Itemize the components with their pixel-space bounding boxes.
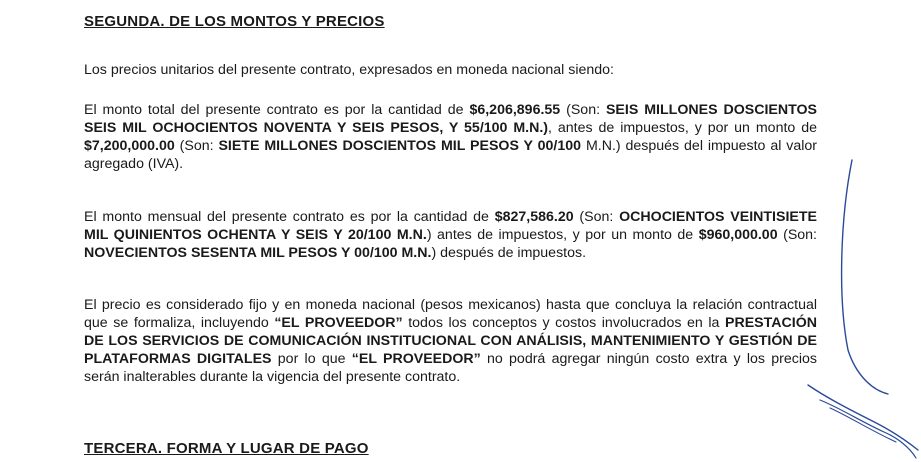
section-heading-segunda: SEGUNDA. DE LOS MONTOS Y PRECIOS xyxy=(84,13,385,30)
signature-stroke xyxy=(820,400,916,458)
signature-stroke xyxy=(842,160,888,394)
party-name: “EL PROVEEDOR” xyxy=(274,315,403,331)
text-segment: El monto total del presente contrato es por la cantidad de xyxy=(84,102,470,118)
text-segment: ) antes de impuestos, y por un monto de xyxy=(426,227,699,243)
paragraph-monthly-amount xyxy=(84,208,817,262)
total-amount-before-tax: $6,206,896.55 xyxy=(469,102,561,118)
total-amount-words: SEIS MILLONES DOSCIENTOS SEIS MIL OCHOCIENTOS NOVENTA Y SEIS PESOS, Y 55/100 M.N.) xyxy=(84,102,818,136)
signature-stroke xyxy=(830,408,896,442)
text-segment: no podrá agregar ningún costo extra y los precios serán inalterables durante la vigencia del presente contrato. xyxy=(84,351,817,385)
text-segment: (Son: xyxy=(573,209,620,225)
text-segment: (Son: xyxy=(777,227,817,243)
signature-stroke xyxy=(808,385,918,450)
service-description: PRESTACIÓN DE LOS SERVICIOS DE COMUNICACIÓN INSTITUCIONAL CON ANÁLISIS, MANTENIMIENTO Y GESTIÓN DE PLATAFORMAS DIGITALES xyxy=(84,315,817,367)
text-segment: El precio es considerado fijo y en moneda nacional (pesos mexicanos) hasta que concluya la relación contractual que se formaliza, incluyendo xyxy=(84,297,817,331)
party-name: “EL PROVEEDOR” xyxy=(351,351,481,367)
total-amount-with-tax: $7,200,000.00 xyxy=(84,138,175,154)
monthly-amount-before-tax: $827,586.20 xyxy=(494,209,574,225)
text-segment: (Son: xyxy=(560,102,606,118)
monthly-amount-with-tax: $960,000.00 xyxy=(698,227,778,243)
handwritten-signature xyxy=(800,150,921,462)
paragraph-unit-prices: Los precios unitarios del presente contrato, expresados en moneda nacional siendo: xyxy=(84,62,615,78)
paragraph-fixed-price xyxy=(84,296,817,386)
text-segment: , antes de impuestos, y por un monto de xyxy=(548,120,817,136)
text-segment: ) después de impuestos. xyxy=(431,245,587,261)
text-segment: todos los conceptos y costos involucrados en la xyxy=(402,315,726,331)
monthly-amount-words: OCHOCIENTOS VEINTISIETE MIL QUINIENTOS OCHENTA Y SEIS Y 20/100 M.N. xyxy=(84,209,817,243)
text-segment: M.N.) después del impuesto al valor agregado (IVA). xyxy=(84,138,818,172)
monthly-amount-with-tax-words: NOVECIENTOS SESENTA MIL PESOS Y 00/100 M.N. xyxy=(84,245,432,261)
text-segment: El monto mensual del presente contrato es por la cantidad de xyxy=(84,209,495,225)
text-segment: (Son: xyxy=(174,138,219,154)
section-heading-tercera: TERCERA. FORMA Y LUGAR DE PAGO xyxy=(84,440,369,457)
total-amount-with-tax-words: SIETE MILLONES DOSCIENTOS MIL PESOS Y 00/100 xyxy=(218,138,582,154)
text-segment: por lo que xyxy=(271,351,352,367)
paragraph-total-amount xyxy=(84,101,817,173)
